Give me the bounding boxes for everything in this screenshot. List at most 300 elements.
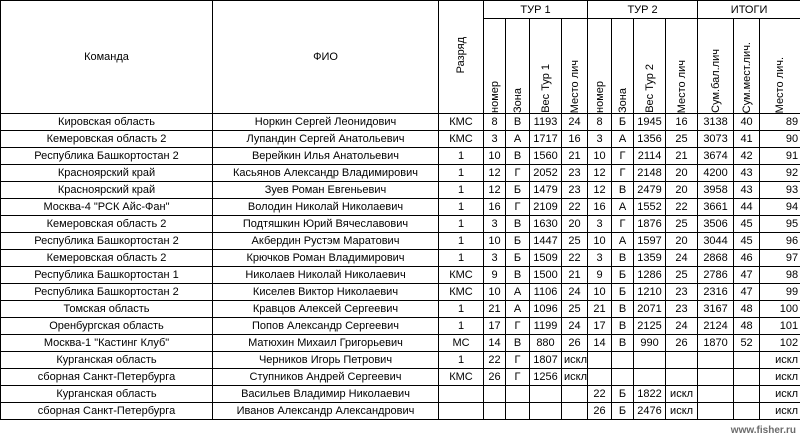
t1-zone-cell: Г xyxy=(506,352,530,369)
t2-number-cell: 10 xyxy=(588,284,612,301)
team-cell: Республика Башкортостан 2 xyxy=(1,233,213,250)
final-place-label: Место лич. xyxy=(774,56,787,113)
team-cell: Курганская область xyxy=(1,352,213,369)
razryad-cell: 1 xyxy=(439,301,484,318)
sum-points-cell: 3138 xyxy=(698,114,734,131)
t1-place-cell: 24 xyxy=(562,318,588,335)
t2-zone-cell: Б xyxy=(612,284,634,301)
razryad-cell: КМС xyxy=(439,369,484,386)
t1-place-cell xyxy=(562,386,588,403)
final-place-cell: 100 xyxy=(760,301,800,318)
t2-weight-cell: 1945 xyxy=(634,114,666,131)
razryad-cell: КМС xyxy=(439,131,484,148)
totals-col-header xyxy=(760,19,800,114)
table-row xyxy=(1,267,800,284)
razryad-cell: 1 xyxy=(439,233,484,250)
t1-weight-cell: 1500 xyxy=(530,267,562,284)
t1-zone-cell: Б xyxy=(506,233,530,250)
team-cell: сборная Санкт-Петербурга xyxy=(1,403,213,420)
totals-header: ИТОГИ xyxy=(698,1,800,19)
fio-cell: Акбердин Рустэм Маратович xyxy=(213,233,439,250)
sum-places-cell: 45 xyxy=(734,233,760,250)
t2-number-label: номер xyxy=(593,81,606,113)
sum-points-label: Сум.бал.лич xyxy=(709,49,722,113)
table-header xyxy=(1,1,800,114)
t1-weight-label: Вес Тур 1 xyxy=(539,64,552,113)
t2-zone-cell: А xyxy=(612,199,634,216)
team-cell: Республика Башкортостан 2 xyxy=(1,284,213,301)
sum-points-cell: 3167 xyxy=(698,301,734,318)
t1-weight-cell: 1106 xyxy=(530,284,562,301)
table-body xyxy=(1,114,800,420)
t1-weight-cell: 1256 xyxy=(530,369,562,386)
team-cell: сборная Санкт-Петербурга xyxy=(1,369,213,386)
sum-points-cell: 3073 xyxy=(698,131,734,148)
table-row xyxy=(1,301,800,318)
t2-number-cell: 10 xyxy=(588,148,612,165)
t1-zone-cell xyxy=(506,403,530,420)
fio-cell: Лупандин Сергей Анатольевич xyxy=(213,131,439,148)
sum-places-cell: 45 xyxy=(734,216,760,233)
final-place-cell: 95 xyxy=(760,216,800,233)
t1-zone-cell: В xyxy=(506,335,530,352)
final-place-cell: 96 xyxy=(760,233,800,250)
table-row xyxy=(1,131,800,148)
t1-weight-cell: 2109 xyxy=(530,199,562,216)
sum-places-cell: 43 xyxy=(734,165,760,182)
header-row-groups xyxy=(1,1,800,19)
team-cell: Москва-4 "РСК Айс-Фан" xyxy=(1,199,213,216)
t2-place-cell: 16 xyxy=(666,114,698,131)
fio-cell: Иванов Александр Александрович xyxy=(213,403,439,420)
table-row xyxy=(1,369,800,386)
razryad-cell: КМС xyxy=(439,114,484,131)
t1-number-cell: 3 xyxy=(484,216,506,233)
t1-weight-cell: 1509 xyxy=(530,250,562,267)
t2-place-cell: 25 xyxy=(666,267,698,284)
t2-weight-cell: 990 xyxy=(634,335,666,352)
t1-zone-cell: В xyxy=(506,267,530,284)
t2-weight-cell xyxy=(634,369,666,386)
t1-place-cell: искл xyxy=(562,352,588,369)
t2-place-cell: 26 xyxy=(666,335,698,352)
razryad-cell: 1 xyxy=(439,250,484,267)
t1-weight-cell: 1193 xyxy=(530,114,562,131)
t2-place-cell: 25 xyxy=(666,216,698,233)
t1-number-cell: 10 xyxy=(484,233,506,250)
sum-places-cell xyxy=(734,403,760,420)
sum-points-cell: 2786 xyxy=(698,267,734,284)
t1-number-cell: 10 xyxy=(484,284,506,301)
t1-col-header xyxy=(562,19,588,114)
team-cell: Кемеровская область 2 xyxy=(1,250,213,267)
final-place-cell: искл xyxy=(760,386,800,403)
t1-number-label: номер xyxy=(488,81,501,113)
razryad-label: Разряд xyxy=(455,37,467,74)
t1-place-cell: 26 xyxy=(562,335,588,352)
t1-weight-cell: 1447 xyxy=(530,233,562,250)
sum-places-cell: 48 xyxy=(734,318,760,335)
t1-col-header xyxy=(484,19,506,114)
t2-col-header xyxy=(634,19,666,114)
razryad-cell: 1 xyxy=(439,148,484,165)
t2-number-cell: 3 xyxy=(588,216,612,233)
t2-place-cell: 20 xyxy=(666,182,698,199)
t2-weight-label: Вес Тур 2 xyxy=(643,64,656,113)
t1-weight-cell: 880 xyxy=(530,335,562,352)
fio-cell: Черников Игорь Петрович xyxy=(213,352,439,369)
sum-points-cell: 3674 xyxy=(698,148,734,165)
t1-place-cell: 16 xyxy=(562,131,588,148)
team-cell: Курганская область xyxy=(1,386,213,403)
watermark: www.fisher.ru xyxy=(730,425,796,436)
t2-place-cell: 25 xyxy=(666,131,698,148)
t2-number-cell: 8 xyxy=(588,114,612,131)
t2-number-cell: 16 xyxy=(588,199,612,216)
t2-weight-cell: 2476 xyxy=(634,403,666,420)
t1-place-cell: 21 xyxy=(562,148,588,165)
t1-place-label: Место лич xyxy=(568,59,581,113)
razryad-cell: КМС xyxy=(439,284,484,301)
t2-weight-cell: 1822 xyxy=(634,386,666,403)
final-place-cell: искл xyxy=(760,352,800,369)
t1-weight-cell: 1096 xyxy=(530,301,562,318)
final-place-cell: 102 xyxy=(760,335,800,352)
t2-weight-cell: 2148 xyxy=(634,165,666,182)
t1-number-cell: 10 xyxy=(484,148,506,165)
t1-number-cell: 12 xyxy=(484,165,506,182)
fio-cell: Матюхин Михаил Григорьевич xyxy=(213,335,439,352)
sum-places-label: Сум.мест.лич. xyxy=(740,41,753,113)
sum-places-cell: 40 xyxy=(734,114,760,131)
t1-number-cell: 14 xyxy=(484,335,506,352)
t2-col-header xyxy=(588,19,612,114)
t1-zone-cell xyxy=(506,386,530,403)
t2-weight-cell: 1876 xyxy=(634,216,666,233)
t2-zone-cell: А xyxy=(612,131,634,148)
t1-zone-cell: Б xyxy=(506,250,530,267)
fio-cell: Крючков Роман Владимирович xyxy=(213,250,439,267)
sum-places-cell xyxy=(734,369,760,386)
t1-number-cell: 26 xyxy=(484,369,506,386)
t2-place-cell: искл xyxy=(666,403,698,420)
t2-zone-cell: Б xyxy=(612,267,634,284)
fio-cell: Володин Николай Николаевич xyxy=(213,199,439,216)
t1-number-cell: 16 xyxy=(484,199,506,216)
sum-places-cell: 46 xyxy=(734,250,760,267)
team-cell: Кемеровская область 2 xyxy=(1,216,213,233)
sum-places-cell: 41 xyxy=(734,131,760,148)
final-place-cell: 93 xyxy=(760,182,800,199)
table-row xyxy=(1,165,800,182)
t2-place-cell: 22 xyxy=(666,199,698,216)
team-cell: Москва-1 "Кастинг Клуб" xyxy=(1,335,213,352)
final-place-cell: 94 xyxy=(760,199,800,216)
t2-place-cell: 20 xyxy=(666,165,698,182)
fio-cell: Зуев Роман Евгеньевич xyxy=(213,182,439,199)
t1-number-cell: 8 xyxy=(484,114,506,131)
table-row xyxy=(1,250,800,267)
t1-number-cell: 17 xyxy=(484,318,506,335)
team-cell: Оренбургская область xyxy=(1,318,213,335)
t2-zone-label: Зона xyxy=(616,88,629,113)
t2-number-cell: 12 xyxy=(588,182,612,199)
sum-points-cell: 2124 xyxy=(698,318,734,335)
t1-weight-cell xyxy=(530,403,562,420)
sum-places-cell xyxy=(734,386,760,403)
razryad-cell: КМС xyxy=(439,267,484,284)
t2-place-cell: 24 xyxy=(666,318,698,335)
sum-points-cell xyxy=(698,352,734,369)
t1-weight-cell: 1630 xyxy=(530,216,562,233)
t2-number-cell: 17 xyxy=(588,318,612,335)
t2-zone-cell: Г xyxy=(612,165,634,182)
table-row xyxy=(1,182,800,199)
t1-zone-cell: Г xyxy=(506,165,530,182)
t1-place-cell xyxy=(562,403,588,420)
table-row xyxy=(1,403,800,420)
t2-zone-cell: Б xyxy=(612,386,634,403)
t2-weight-cell: 2479 xyxy=(634,182,666,199)
t1-number-cell xyxy=(484,386,506,403)
t1-place-cell: 23 xyxy=(562,182,588,199)
table-row xyxy=(1,318,800,335)
t1-col-header xyxy=(506,19,530,114)
sum-places-cell: 47 xyxy=(734,284,760,301)
final-place-cell: 90 xyxy=(760,131,800,148)
sum-places-cell: 48 xyxy=(734,301,760,318)
sum-places-cell: 44 xyxy=(734,199,760,216)
t1-weight-cell: 2052 xyxy=(530,165,562,182)
fio-cell: Кравцов Алексей Сергеевич xyxy=(213,301,439,318)
t2-number-cell: 3 xyxy=(588,250,612,267)
sum-places-cell: 52 xyxy=(734,335,760,352)
col-fio-header: ФИО xyxy=(213,1,439,114)
table-row xyxy=(1,233,800,250)
t2-place-cell xyxy=(666,352,698,369)
t1-number-cell: 3 xyxy=(484,131,506,148)
fio-cell: Касьянов Александр Владимирович xyxy=(213,165,439,182)
razryad-cell: МС xyxy=(439,335,484,352)
table-row xyxy=(1,386,800,403)
t2-number-cell: 9 xyxy=(588,267,612,284)
t2-place-cell: 24 xyxy=(666,250,698,267)
t2-zone-cell: В xyxy=(612,318,634,335)
t1-zone-cell: А xyxy=(506,301,530,318)
sum-places-cell: 42 xyxy=(734,148,760,165)
fio-cell: Подтяшкин Юрий Вячеславович xyxy=(213,216,439,233)
t2-zone-cell: А xyxy=(612,233,634,250)
table-row xyxy=(1,114,800,131)
table-row xyxy=(1,352,800,369)
t2-place-cell: 20 xyxy=(666,233,698,250)
t1-zone-cell: А xyxy=(506,131,530,148)
team-cell: Республика Башкортостан 1 xyxy=(1,267,213,284)
t1-number-cell xyxy=(484,403,506,420)
final-place-cell: 97 xyxy=(760,250,800,267)
t2-weight-cell xyxy=(634,352,666,369)
t2-number-cell xyxy=(588,352,612,369)
t2-weight-cell: 1552 xyxy=(634,199,666,216)
table-row xyxy=(1,199,800,216)
t2-number-cell: 10 xyxy=(588,233,612,250)
table-row xyxy=(1,216,800,233)
sum-points-cell xyxy=(698,369,734,386)
t2-weight-cell: 1359 xyxy=(634,250,666,267)
t1-weight-cell: 1717 xyxy=(530,131,562,148)
t1-zone-label: Зона xyxy=(511,88,524,113)
sum-points-cell: 3958 xyxy=(698,182,734,199)
sum-points-cell xyxy=(698,403,734,420)
fio-cell: Верейкин Илья Анатольевич xyxy=(213,148,439,165)
final-place-cell: 101 xyxy=(760,318,800,335)
t1-place-cell: 24 xyxy=(562,114,588,131)
t2-zone-cell xyxy=(612,352,634,369)
sum-points-cell: 4200 xyxy=(698,165,734,182)
sum-points-cell xyxy=(698,386,734,403)
col-team-header: Команда xyxy=(1,1,213,114)
t1-number-cell: 3 xyxy=(484,250,506,267)
t1-place-cell: 22 xyxy=(562,199,588,216)
t1-zone-cell: Г xyxy=(506,318,530,335)
razryad-cell: 1 xyxy=(439,165,484,182)
t2-number-cell: 21 xyxy=(588,301,612,318)
t2-place-cell: 23 xyxy=(666,301,698,318)
t1-weight-cell: 1560 xyxy=(530,148,562,165)
t1-place-cell: 20 xyxy=(562,216,588,233)
fio-cell: Ступников Андрей Сергеевич xyxy=(213,369,439,386)
t2-zone-cell: В xyxy=(612,182,634,199)
t2-zone-cell: В xyxy=(612,250,634,267)
fio-cell: Васильев Владимир Николаевич xyxy=(213,386,439,403)
razryad-cell xyxy=(439,403,484,420)
t2-zone-cell: Б xyxy=(612,403,634,420)
t1-place-cell: 21 xyxy=(562,267,588,284)
t1-number-cell: 22 xyxy=(484,352,506,369)
t2-weight-cell: 2114 xyxy=(634,148,666,165)
sum-places-cell: 43 xyxy=(734,182,760,199)
t2-col-header xyxy=(612,19,634,114)
razryad-cell: 1 xyxy=(439,216,484,233)
t1-weight-cell: 1199 xyxy=(530,318,562,335)
final-place-cell: 92 xyxy=(760,165,800,182)
final-place-cell: 91 xyxy=(760,148,800,165)
fio-cell: Николаев Николай Николаевич xyxy=(213,267,439,284)
sum-places-cell: 47 xyxy=(734,267,760,284)
t2-weight-cell: 2125 xyxy=(634,318,666,335)
t2-number-cell: 26 xyxy=(588,403,612,420)
fio-cell: Киселев Виктор Николаевич xyxy=(213,284,439,301)
t1-place-cell: 24 xyxy=(562,284,588,301)
final-place-cell: 98 xyxy=(760,267,800,284)
t1-place-cell: 23 xyxy=(562,165,588,182)
t1-number-cell: 9 xyxy=(484,267,506,284)
t1-weight-cell xyxy=(530,386,562,403)
t1-col-header xyxy=(530,19,562,114)
t2-place-cell: искл xyxy=(666,386,698,403)
t2-zone-cell: В xyxy=(612,335,634,352)
razryad-cell: 1 xyxy=(439,352,484,369)
sum-points-cell: 3661 xyxy=(698,199,734,216)
t1-zone-cell: А xyxy=(506,284,530,301)
t2-place-cell: 21 xyxy=(666,148,698,165)
t1-weight-cell: 1479 xyxy=(530,182,562,199)
razryad-cell: 1 xyxy=(439,182,484,199)
t2-place-cell: 23 xyxy=(666,284,698,301)
t2-number-cell: 14 xyxy=(588,335,612,352)
t2-zone-cell: Г xyxy=(612,148,634,165)
totals-col-header xyxy=(698,19,734,114)
t2-zone-cell xyxy=(612,369,634,386)
t1-zone-cell: В xyxy=(506,114,530,131)
t1-place-cell: 25 xyxy=(562,233,588,250)
sum-points-cell: 2868 xyxy=(698,250,734,267)
team-cell: Красноярский край xyxy=(1,182,213,199)
t2-number-cell xyxy=(588,369,612,386)
t1-zone-cell: Г xyxy=(506,199,530,216)
table-row xyxy=(1,335,800,352)
t2-zone-cell: Б xyxy=(612,114,634,131)
final-place-cell: искл xyxy=(760,369,800,386)
sum-points-cell: 3506 xyxy=(698,216,734,233)
t2-place-cell xyxy=(666,369,698,386)
tour2-header: ТУР 2 xyxy=(588,1,698,19)
t2-number-cell: 12 xyxy=(588,165,612,182)
table-row xyxy=(1,284,800,301)
final-place-cell: 99 xyxy=(760,284,800,301)
t1-number-cell: 21 xyxy=(484,301,506,318)
razryad-cell xyxy=(439,386,484,403)
t2-weight-cell: 1286 xyxy=(634,267,666,284)
team-cell: Республика Башкортостан 2 xyxy=(1,148,213,165)
tour1-header: ТУР 1 xyxy=(484,1,588,19)
razryad-cell: 1 xyxy=(439,318,484,335)
t2-weight-cell: 1356 xyxy=(634,131,666,148)
t1-place-cell: искл xyxy=(562,369,588,386)
team-cell: Томская область xyxy=(1,301,213,318)
sum-points-cell: 2316 xyxy=(698,284,734,301)
fio-cell: Норкин Сергей Леонидович xyxy=(213,114,439,131)
t1-place-cell: 25 xyxy=(562,301,588,318)
col-razryad-header xyxy=(439,1,484,114)
t2-number-cell: 22 xyxy=(588,386,612,403)
t1-zone-cell: Б xyxy=(506,182,530,199)
t2-weight-cell: 1597 xyxy=(634,233,666,250)
t2-place-label: Место лич xyxy=(675,59,688,113)
totals-col-header xyxy=(734,19,760,114)
t1-zone-cell: В xyxy=(506,216,530,233)
t1-zone-cell: Г xyxy=(506,369,530,386)
sum-places-cell xyxy=(734,352,760,369)
t1-zone-cell: В xyxy=(506,148,530,165)
razryad-cell: 1 xyxy=(439,199,484,216)
team-cell: Кировская область xyxy=(1,114,213,131)
fio-cell: Попов Александр Сергеевич xyxy=(213,318,439,335)
t1-number-cell: 12 xyxy=(484,182,506,199)
t2-weight-cell: 2071 xyxy=(634,301,666,318)
t2-zone-cell: Г xyxy=(612,216,634,233)
t1-place-cell: 22 xyxy=(562,250,588,267)
team-cell: Кемеровская область 2 xyxy=(1,131,213,148)
t2-zone-cell: В xyxy=(612,301,634,318)
t2-col-header xyxy=(666,19,698,114)
t1-weight-cell: 1807 xyxy=(530,352,562,369)
sum-points-cell: 3044 xyxy=(698,233,734,250)
t2-number-cell: 3 xyxy=(588,131,612,148)
final-place-cell: искл xyxy=(760,403,800,420)
sum-points-cell: 1870 xyxy=(698,335,734,352)
t2-weight-cell: 1210 xyxy=(634,284,666,301)
